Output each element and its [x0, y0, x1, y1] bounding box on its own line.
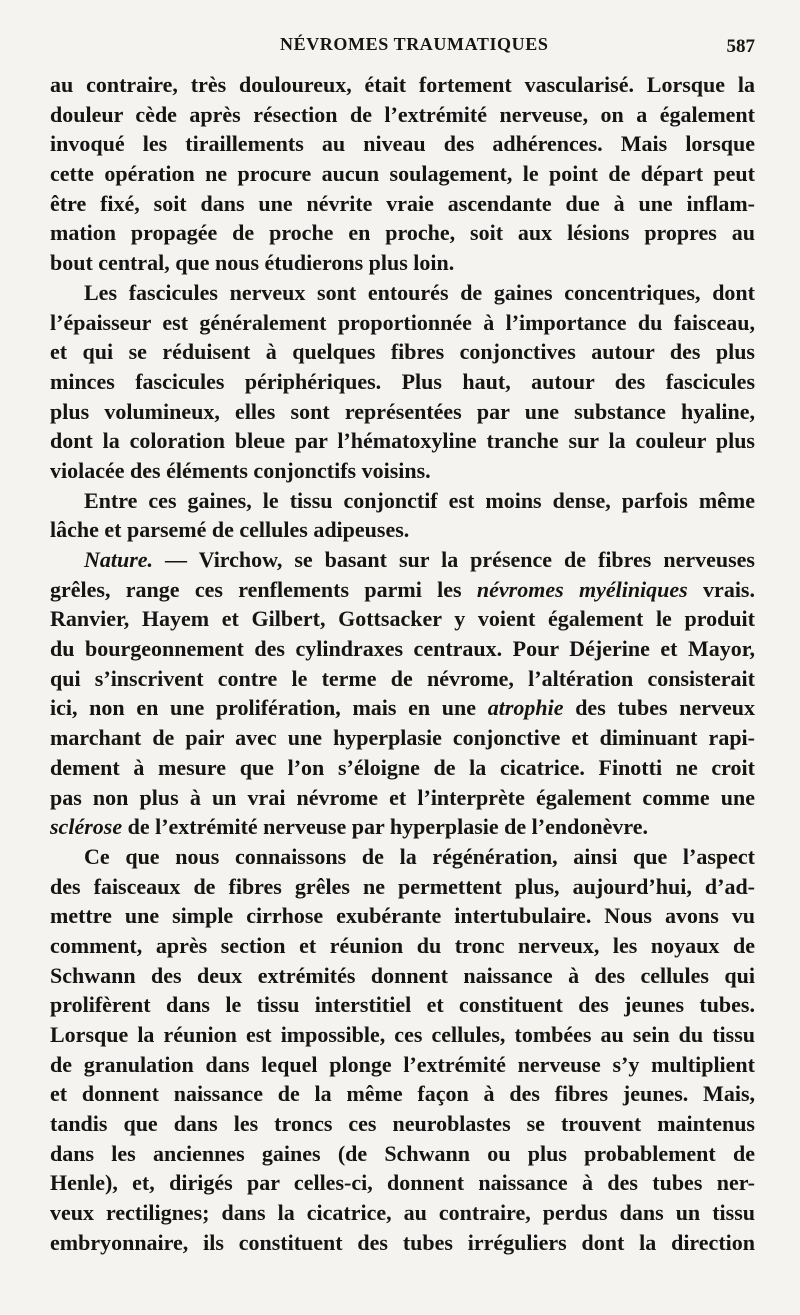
text-segment: ici, non en une prolifération, mais en une [50, 695, 488, 721]
section-label: Nature. [84, 547, 154, 572]
text-line: tandis que dans les troncs ces neuroblastes se trouvent maintenus [50, 1111, 755, 1137]
text-line: dement à mesure que l’on s’éloigne de la cicatrice. Finotti ne croit [50, 754, 755, 780]
text-line: Ranvier, Hayem et Gilbert, Gottsacker y voient également le produit [50, 606, 755, 632]
text-segment: grêles, range ces renflements parmi les [50, 576, 477, 602]
text-line: embryonnaire, ils constituent des tubes irréguliers dont la direction [50, 1229, 755, 1255]
text-line: Les fascicules nerveux sont entourés de gaines concentriques, dont [84, 279, 755, 305]
text-line: dans les anciennes gaines (de Schwann ou plus probablement de [50, 1140, 755, 1166]
italic-term: atrophie [487, 695, 564, 721]
text-line: bout central, que nous étudierons plus loin. [50, 250, 455, 276]
text-line: veux rectilignes; dans la cicatrice, au contraire, perdus dans un tissu [50, 1200, 755, 1226]
text-line: minces fascicules périphériques. Plus haut, autour des fascicules [50, 368, 755, 394]
text-line: Henle), et, dirigés par celles-ci, donnent naissance à des tubes ner- [50, 1170, 755, 1196]
text-line [50, 693, 755, 723]
body-text [50, 70, 755, 1258]
text-line: Lorsque la réunion est impossible, ces cellules, tombées au sein du tissu [50, 1022, 755, 1047]
text-line: dont la coloration bleue par l’hématoxyline tranche sur la couleur plus [50, 428, 755, 454]
text-line: de granulation dans lequel plonge l’extrémité nerveuse s’y multiplient [50, 1051, 755, 1077]
text-line: mettre une simple cirrhose exubérante intertubulaire. Nous avons vu [50, 903, 755, 929]
text-segment: de l’extrémité nerveuse par hyperplasie de l’endonèvre. [122, 814, 648, 840]
text-line: prolifèrent dans le tissu interstitiel et constituent des jeunes tubes. [50, 992, 755, 1018]
text-line: violacée des éléments conjonctifs voisins. [50, 457, 431, 483]
running-title: NÉVROMES TRAUMATIQUES [280, 34, 549, 54]
text-line: pas non plus à un vrai névrome et l’interprète également comme une [50, 784, 755, 810]
page-number: 587 [726, 36, 755, 57]
italic-term: névromes myéliniques [476, 576, 688, 602]
text-line: invoqué les tiraillements au niveau des adhérences. Mais lorsque [50, 131, 755, 157]
text-line: mation propagée de proche en proche, soit aux lésions propres au [50, 220, 755, 246]
text-line: qui s’inscrivent contre le terme de névrome, l’altération consisterait [50, 665, 755, 691]
text-line: du bourgeonnement des cylindraxes centraux. Pour Déjerine et Mayor, [50, 636, 755, 662]
text-segment: des tubes nerveux [563, 695, 755, 721]
text-line: des faisceaux de fibres grêles ne permettent plus, aujourd’hui, d’ad- [50, 873, 755, 899]
text-line: Ce que nous connaissons de la régénération, ainsi que l’aspect [84, 843, 755, 869]
text-line: Entre ces gaines, le tissu conjonctif est moins dense, parfois même [84, 487, 755, 513]
text-segment: vrais. [687, 576, 755, 602]
text-line [50, 812, 755, 842]
text-line: et qui se réduisent à quelques fibres conjonctives autour des plus [50, 339, 755, 365]
text-line: comment, après section et réunion du tronc nerveux, les noyaux de [50, 932, 755, 958]
running-header [50, 34, 755, 58]
text-segment: — Virchow, se basant sur la présence de fibres nerveuses [153, 547, 755, 572]
text-line: plus volumineux, elles sont représentées par une substance hyaline, [50, 398, 755, 424]
text-line: l’épaisseur est généralement proportionnée à l’importance du faisceau, [50, 309, 755, 335]
italic-term: sclérose [50, 814, 123, 840]
text-line: douleur cède après résection de l’extrémité nerveuse, on a également [50, 101, 755, 127]
text-line: marchant de pair avec une hyperplasie conjonctive et diminuant rapi- [50, 725, 755, 751]
text-line: et donnent naissance de la même façon à des fibres jeunes. Mais, [50, 1081, 755, 1107]
text-line: lâche et parsemé de cellules adipeuses. [50, 517, 410, 543]
text-line: être fixé, soit dans une névrite vraie ascendante due à une inflam- [50, 190, 755, 216]
text-line: cette opération ne procure aucun soulagement, le point de départ peut [50, 161, 755, 187]
text-line: au contraire, très douloureux, était fortement vascularisé. Lorsque la [50, 72, 755, 97]
text-line [50, 545, 755, 575]
text-line: Schwann des deux extrémités donnent naissance à des cellules qui [50, 962, 755, 988]
text-line [50, 575, 755, 605]
